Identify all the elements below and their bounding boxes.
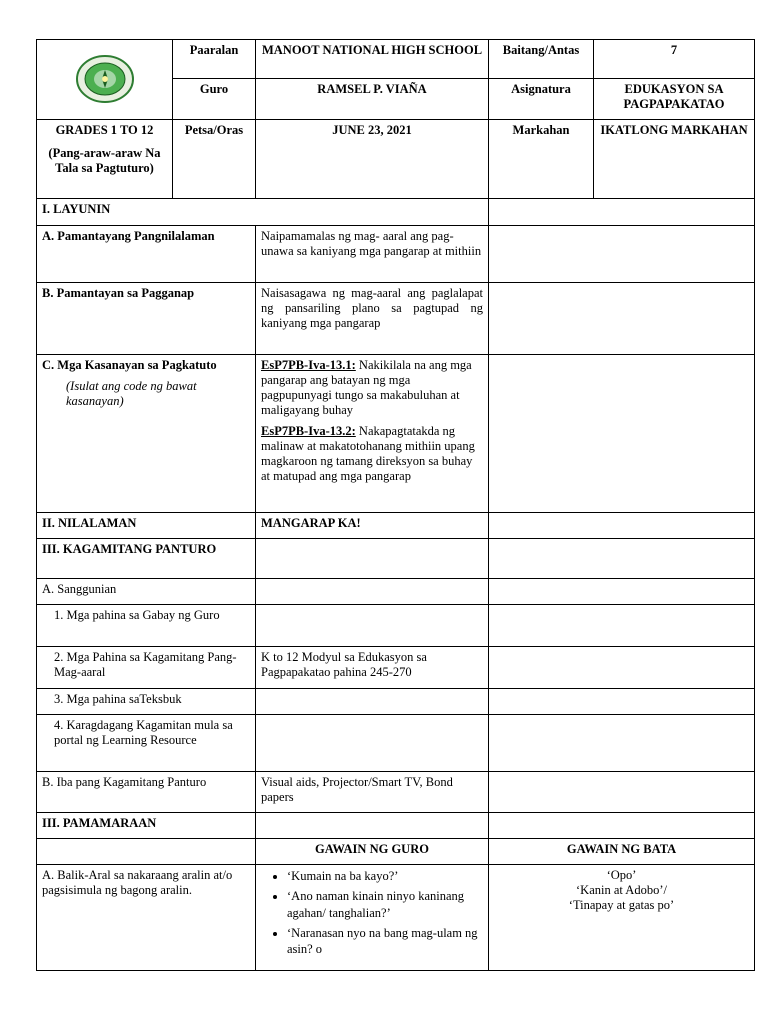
paaralan-value: MANOOT NATIONAL HIGH SCHOOL <box>256 40 489 79</box>
kasanayan-note: (Isulat ang code ng bawat kasanayan) <box>66 379 197 408</box>
pamantayan-pagganap-label: B. Pamantayan sa Pagganap <box>37 283 256 355</box>
markahan-value: IKATLONG MARKAHAN <box>594 120 755 199</box>
baitang-value: 7 <box>594 40 755 79</box>
school-seal-icon <box>75 54 135 108</box>
competency-code-1: EsP7PB-Iva-13.1: <box>261 358 356 372</box>
logo-cell <box>37 40 173 120</box>
layunin-heading: I. LAYUNIN <box>37 199 489 226</box>
nilalaman-heading: II. NILALAMAN <box>37 513 256 539</box>
sanggunian-label: A. Sanggunian <box>37 579 256 605</box>
nilalaman-value: MANGARAP KA! <box>256 513 489 539</box>
pamantayang-pangnilalaman-value: Naipamamalas ng mag- aaral ang pag- unawa sa kaniyang mga pangarap at mithiin <box>256 226 489 283</box>
pamamaraan-heading: III. PAMAMARAAN <box>37 813 256 839</box>
petsa-label: Petsa/Oras <box>173 120 256 199</box>
kasanayan-label: C. Mga Kasanayan sa Pagkatuto <box>42 358 217 372</box>
daily-lesson-log-table <box>36 39 755 971</box>
iba-pang-kagamitan-label: B. Iba pang Kagamitang Panturo <box>37 772 256 813</box>
iba-pang-kagamitan-value: Visual aids, Projector/Smart TV, Bond papers <box>256 772 489 813</box>
gawain-ng-guro-header: GAWAIN NG GURO <box>256 839 489 865</box>
list-item: • ‘Kumain na ba kayo?’ <box>287 868 483 884</box>
gawain-guro-list <box>261 868 483 957</box>
grades-title-cell <box>37 120 173 199</box>
bata-line: ‘Tinapay at gatas po’ <box>568 898 675 912</box>
petsa-value: JUNE 23, 2021 <box>256 120 489 199</box>
paaralan-label: Paaralan <box>173 40 256 79</box>
competency-text-1: Nakikilala na ang mga pangarap ang batayan ng mga pagpupunyagi tungo sa makabuluhan at maligayang buhay <box>261 358 472 417</box>
kagamitang-mag-aaral-label: 2. Mga Pahina sa Kagamitang Pang-Mag-aaral <box>37 647 256 689</box>
asignatura-value: EDUKASYON SA PAGPAPAKATAO <box>594 79 755 120</box>
grades-subtitle: (Pang-araw-araw Na Tala sa Pagtuturo) <box>48 146 161 175</box>
asignatura-label: Asignatura <box>489 79 594 120</box>
gawain-ng-bata-header: GAWAIN NG BATA <box>489 839 755 865</box>
balik-aral-label: A. Balik-Aral sa nakaraang aralin at/o pagsisimula ng bagong aralin. <box>37 865 256 971</box>
bata-line: ‘Kanin at Adobo’/ <box>576 883 667 897</box>
guro-value: RAMSEL P. VIAÑA <box>256 79 489 120</box>
bata-line: ‘Opo’ <box>606 868 637 882</box>
kagamitang-mag-aaral-value: K to 12 Modyul sa Edukasyon sa Pagpapakatao pahina 245-270 <box>256 647 489 689</box>
pamantayang-pangnilalaman-label: A. Pamantayang Pangnilalaman <box>37 226 256 283</box>
gawain-bata-cell <box>489 865 755 971</box>
pamantayan-pagganap-value: Naisasagawa ng mag-aaral ang paglalapat ng pansariling plano sa pagtupad ng kaniyang mga pangarap <box>256 283 489 355</box>
guro-label: Guro <box>173 79 256 120</box>
karagdagang-kagamitan-label: 4. Karagdagang Kagamitan mula sa portal ng Learning Resource <box>37 715 256 772</box>
list-item: • ‘Ano naman kinain ninyo kaninang agahan/ tanghalian?’ <box>287 888 483 921</box>
kagamitan-heading: III. KAGAMITANG PANTURO <box>37 539 256 579</box>
kasanayan-competencies <box>256 355 489 513</box>
markahan-label: Markahan <box>489 120 594 199</box>
gabay-guro-label: 1. Mga pahina sa Gabay ng Guro <box>37 605 256 647</box>
kasanayan-label-cell <box>37 355 256 513</box>
competency-code-2: EsP7PB-Iva-13.2: <box>261 424 356 438</box>
teksbuk-label: 3. Mga pahina saTeksbuk <box>37 689 256 715</box>
list-item: • ‘Naranasan nyo na bang mag-ulam ng asin? o <box>287 925 483 958</box>
baitang-label: Baitang/Antas <box>489 40 594 79</box>
competency-text-2: Nakapagtatakda ng malinaw at makatotohanang mithiin upang magkaroon ng tamang direksyon sa buhay at matupad ang mga pangarap <box>261 424 475 483</box>
grades-title: GRADES 1 TO 12 <box>55 123 154 137</box>
gawain-guro-cell <box>256 865 489 971</box>
